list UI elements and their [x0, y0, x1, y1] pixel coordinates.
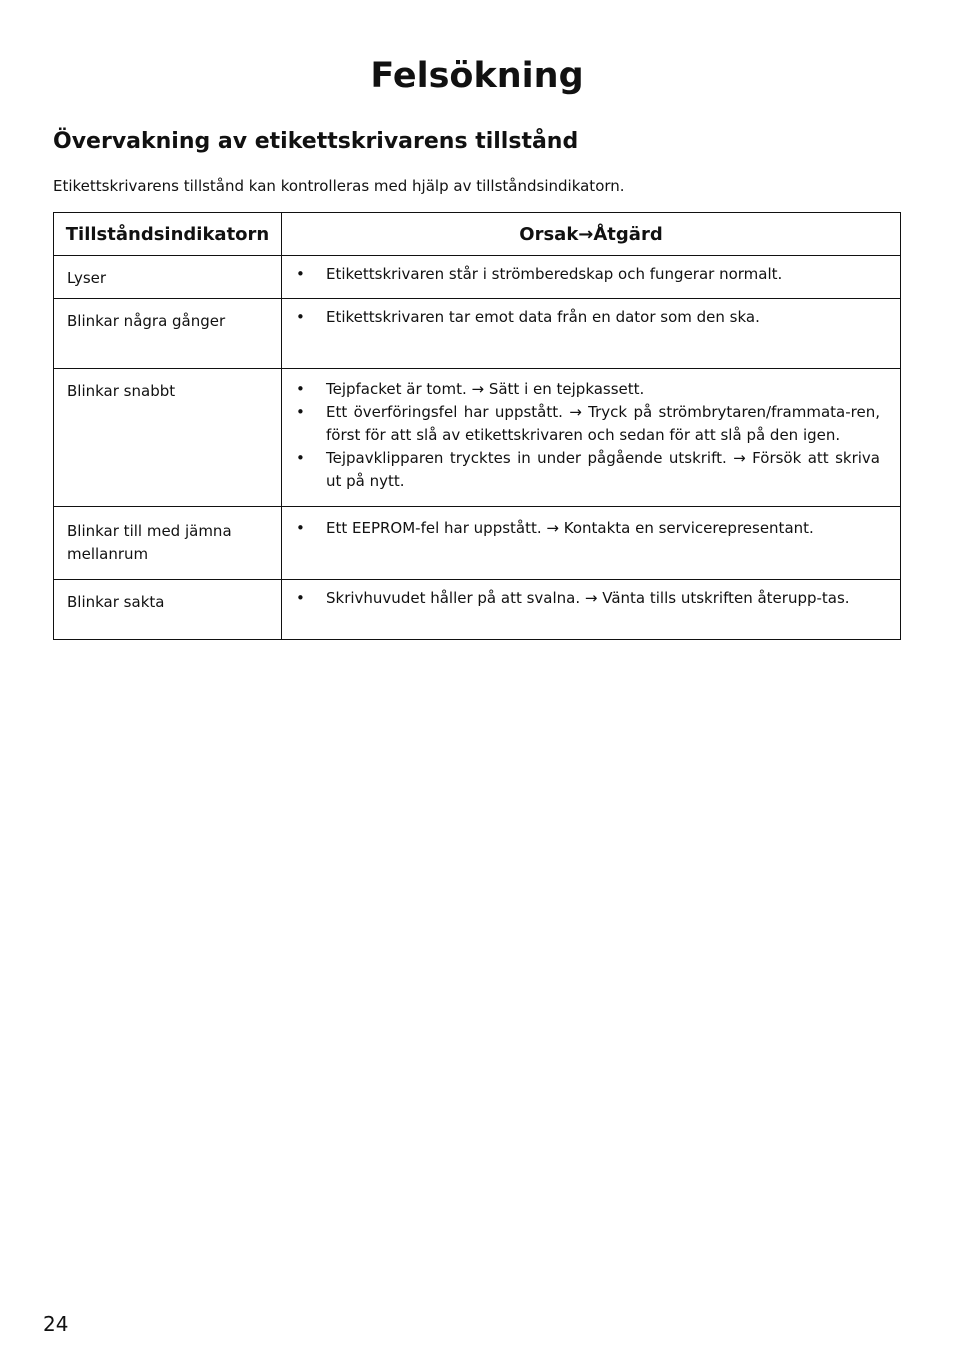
cause-list: [296, 587, 880, 610]
bullet-icon: •: [296, 308, 305, 326]
table-row: [54, 256, 901, 299]
cause-list: [296, 306, 880, 329]
list-item: [296, 517, 880, 540]
section-heading: Övervakning av etikettskrivarens tillstånd: [53, 129, 579, 154]
page-title: Felsökning: [370, 56, 584, 96]
indicator-cell: Blinkar snabbt: [54, 369, 282, 507]
indicator-cell: Blinkar till med jämna mellanrum: [54, 507, 282, 580]
table-row: [54, 299, 901, 369]
indicator-cell: Blinkar sakta: [54, 580, 282, 640]
header-indicator: Tillståndsindikatorn: [54, 213, 282, 256]
bullet-icon: •: [296, 519, 305, 537]
table-row: [54, 369, 901, 507]
page-number: 24: [43, 1312, 69, 1336]
intro-paragraph: Etikettskrivarens tillstånd kan kontrolleras med hjälp av tillståndsindikatorn.: [53, 177, 625, 195]
bullet-icon: •: [296, 589, 305, 607]
cause-text: Etikettskrivaren tar emot data från en dator som den ska.: [326, 308, 760, 326]
cause-text: Ett överföringsfel har uppstått. → Tryck på strömbrytaren/frammatа-ren, först för att slå av etikettskrivaren och sedan för att slå på den igen.: [326, 403, 880, 444]
header-cause-action: Orsak→Åtgärd: [282, 213, 901, 256]
list-item: [296, 447, 880, 493]
list-item: [296, 401, 880, 447]
cause-cell: [282, 369, 901, 507]
cause-list: [296, 378, 880, 493]
table-header-row: [54, 213, 901, 256]
bullet-icon: •: [296, 265, 305, 283]
cause-cell: [282, 507, 901, 580]
list-item: [296, 306, 880, 329]
bullet-icon: •: [296, 403, 305, 421]
list-item: [296, 263, 880, 286]
list-item: [296, 378, 880, 401]
cause-text: Tejpfacket är tomt. → Sätt i en tejpkassett.: [326, 380, 645, 398]
cause-cell: [282, 580, 901, 640]
bullet-icon: •: [296, 449, 305, 467]
list-item: [296, 587, 880, 610]
cause-cell: [282, 299, 901, 369]
table-row: [54, 580, 901, 640]
cause-text: Etikettskrivaren står i strömberedskap och fungerar normalt.: [326, 265, 783, 283]
indicator-cell: Lyser: [54, 256, 282, 299]
indicator-cell: Blinkar några gånger: [54, 299, 282, 369]
cause-cell: [282, 256, 901, 299]
status-table: [53, 212, 901, 640]
bullet-icon: •: [296, 380, 305, 398]
cause-list: [296, 263, 880, 286]
cause-text: Skrivhuvudet håller på att svalna. → Vänta tills utskriften återupp-tas.: [326, 589, 850, 607]
table-row: [54, 507, 901, 580]
cause-text: Ett EEPROM-fel har uppstått. → Kontakta en servicerepresentant.: [326, 519, 814, 537]
cause-text: Tejpavklipparen trycktes in under pågående utskrift. → Försök att skriva ut på nytt.: [326, 449, 880, 490]
cause-list: [296, 517, 880, 540]
